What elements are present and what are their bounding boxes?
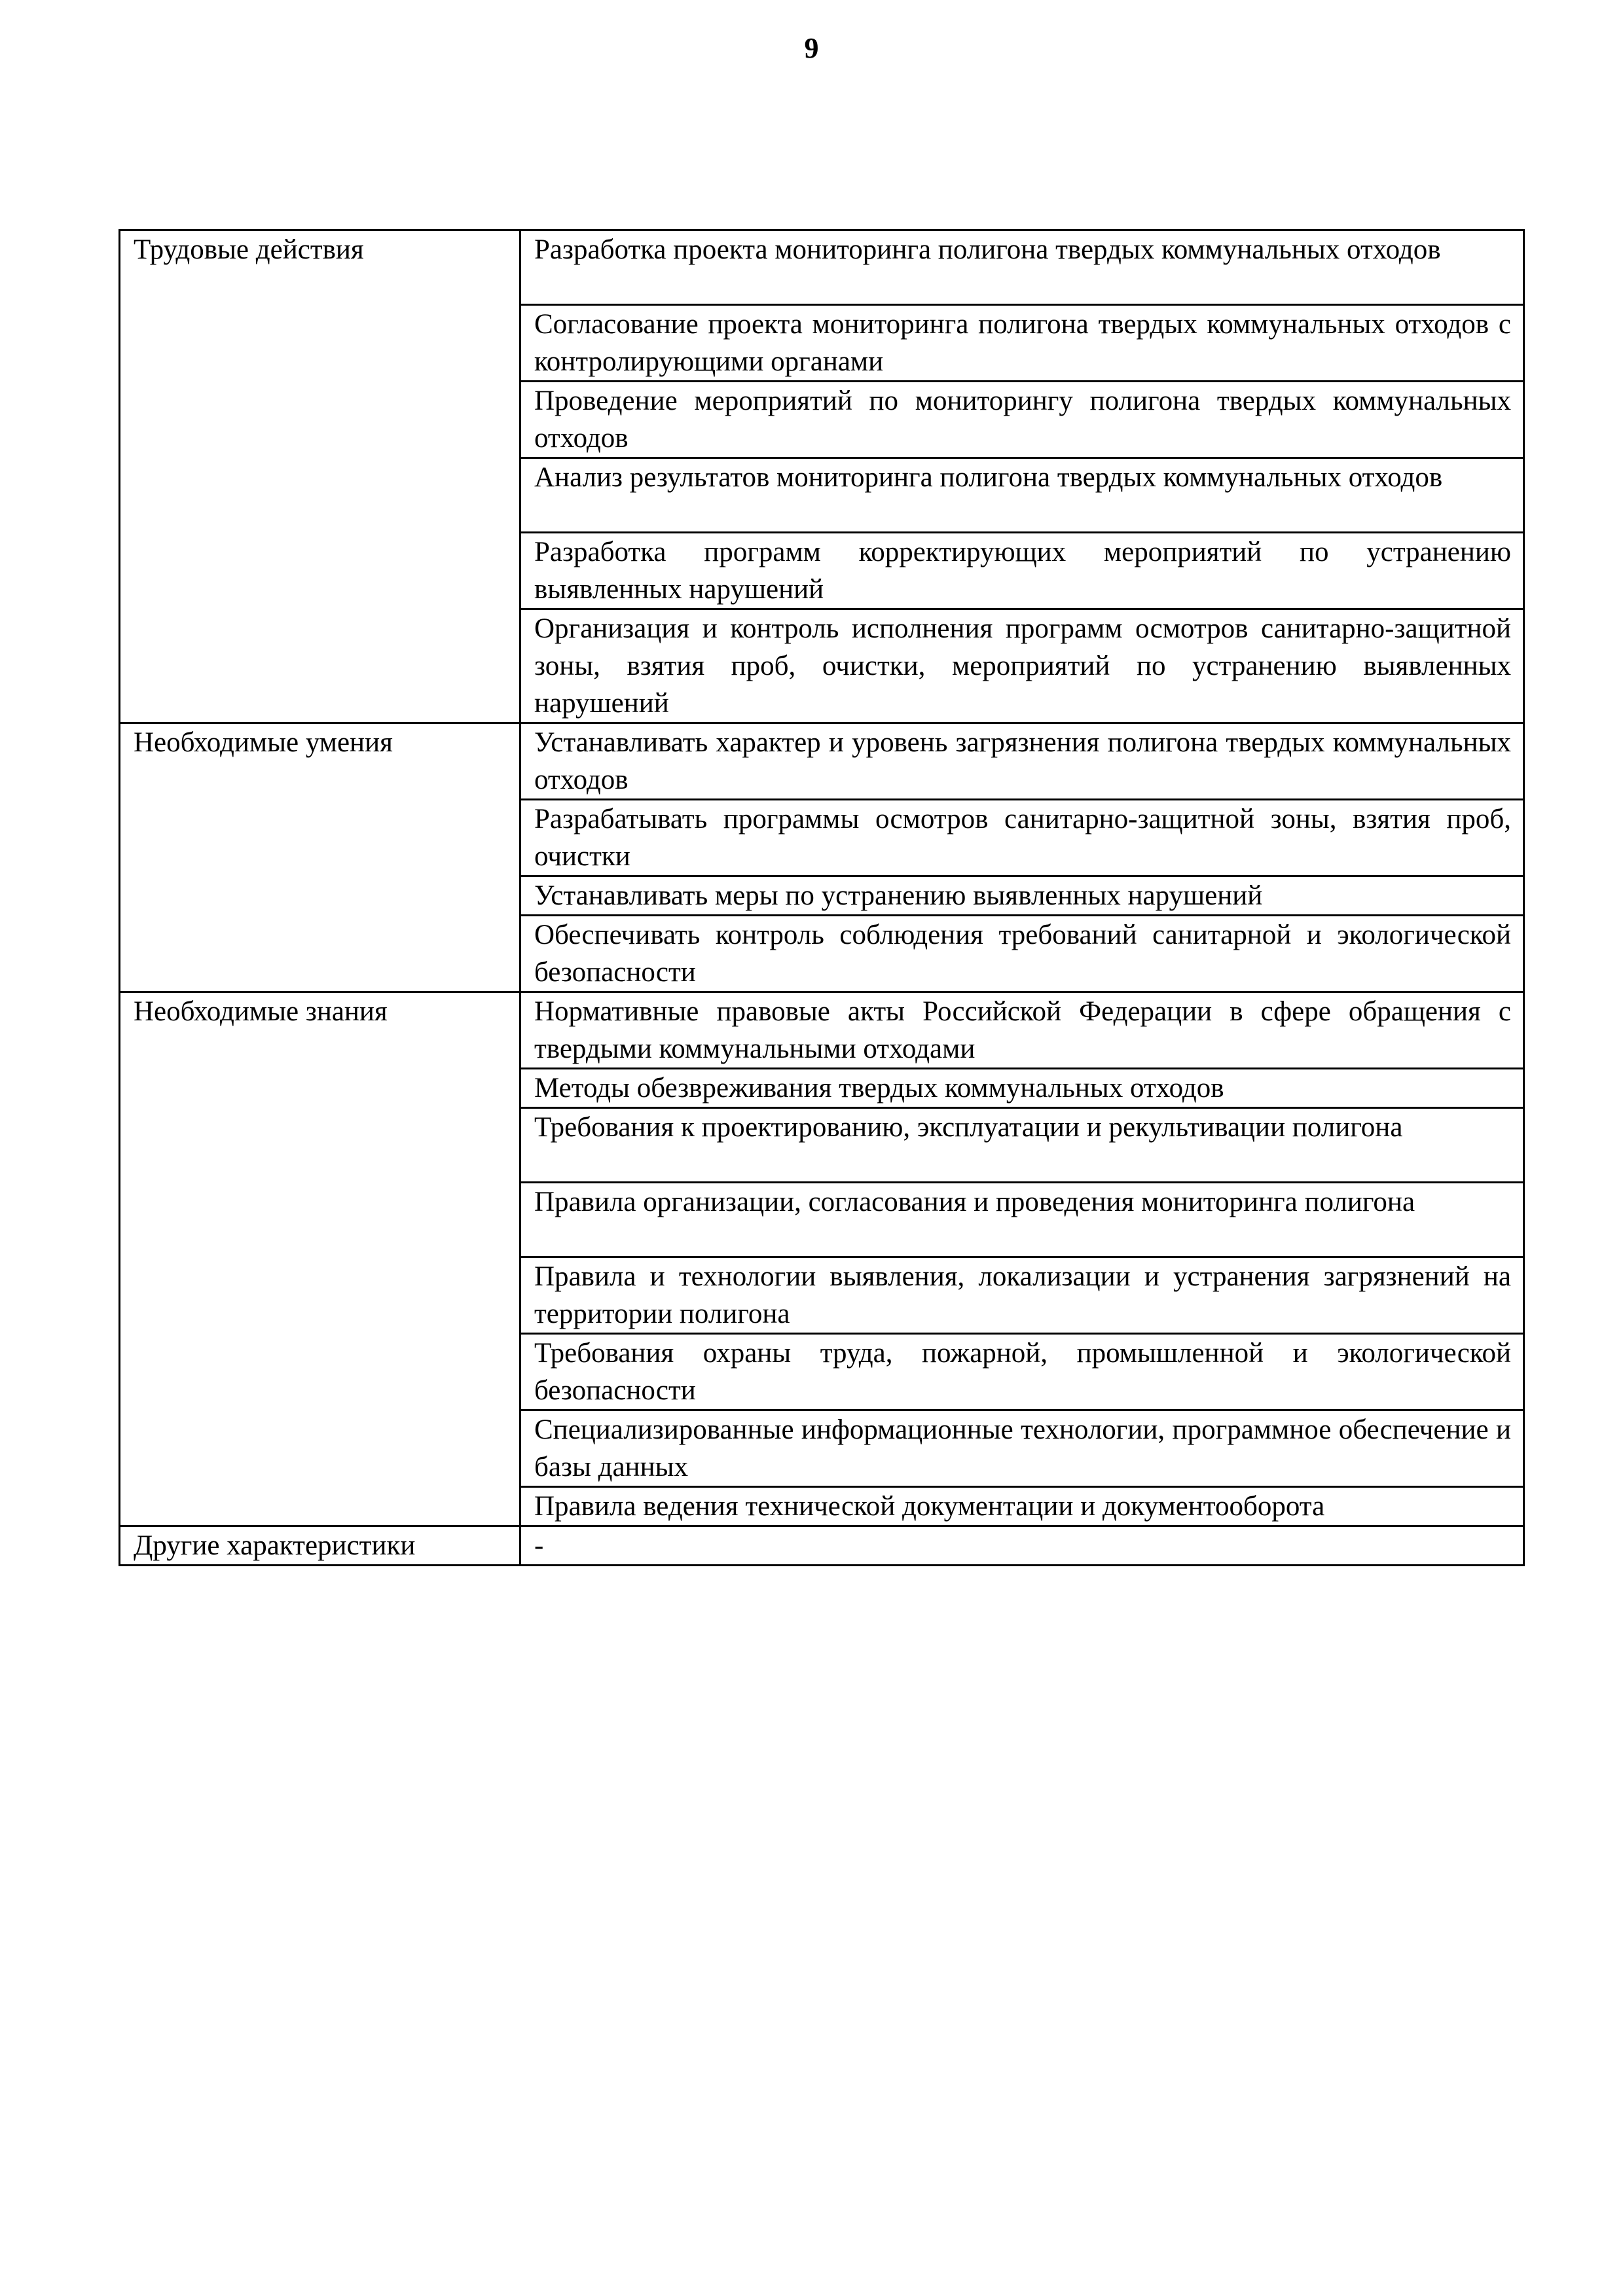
labor-action-item: Анализ результатов мониторинга полигона твердых коммунальных отходов: [520, 458, 1524, 533]
page-number: 9: [804, 32, 819, 64]
knowledge-item: Правила ведения технической документации и документооборота: [520, 1487, 1524, 1526]
skill-item: Разрабатывать программы осмотров санитарно-защитной зоны, взятия проб, очистки: [520, 800, 1524, 876]
knowledge-item: Специализированные информационные технологии, программное обеспечение и базы данных: [520, 1410, 1524, 1487]
other-characteristics-label: Другие характеристики: [120, 1526, 520, 1566]
skill-item: Обеспечивать контроль соблюдения требований санитарной и экологической безопасности: [520, 916, 1524, 992]
knowledge-label: Необходимые знания: [120, 992, 520, 1526]
knowledge-item: Требования к проектированию, эксплуатации и рекультивации полигона: [520, 1108, 1524, 1183]
skill-item: Устанавливать характер и уровень загрязнения полигона твердых коммунальных отходов: [520, 723, 1524, 800]
labor-actions-label: Трудовые действия: [120, 230, 520, 723]
labor-action-item: Организация и контроль исполнения программ осмотров санитарно-защитной зоны, взятия проб, очистки, мероприятий по устранению выявленных нарушений: [520, 609, 1524, 723]
knowledge-item: Методы обезвреживания твердых коммунальных отходов: [520, 1069, 1524, 1108]
table-row: [120, 1526, 1524, 1566]
table-row: [120, 723, 1524, 800]
other-characteristics-value: -: [520, 1526, 1524, 1566]
labor-action-item: Разработка программ корректирующих мероприятий по устранению выявленных нарушений: [520, 533, 1524, 609]
labor-action-item: Согласование проекта мониторинга полигона твердых коммунальных отходов с контролирующими органами: [520, 305, 1524, 382]
skill-item: Устанавливать меры по устранению выявленных нарушений: [520, 876, 1524, 916]
labor-action-item: Проведение мероприятий по мониторингу полигона твердых коммунальных отходов: [520, 382, 1524, 458]
table-row: [120, 230, 1524, 305]
qualification-table: [119, 229, 1525, 1566]
labor-action-item: Разработка проекта мониторинга полигона твердых коммунальных отходов: [520, 230, 1524, 305]
knowledge-item: Требования охраны труда, пожарной, промышленной и экологической безопасности: [520, 1334, 1524, 1410]
knowledge-item: Нормативные правовые акты Российской Федерации в сфере обращения с твердыми коммунальными отходами: [520, 992, 1524, 1069]
skills-label: Необходимые умения: [120, 723, 520, 992]
table-row: [120, 992, 1524, 1069]
knowledge-item: Правила и технологии выявления, локализации и устранения загрязнений на территории полигона: [520, 1257, 1524, 1334]
knowledge-item: Правила организации, согласования и проведения мониторинга полигона: [520, 1183, 1524, 1257]
